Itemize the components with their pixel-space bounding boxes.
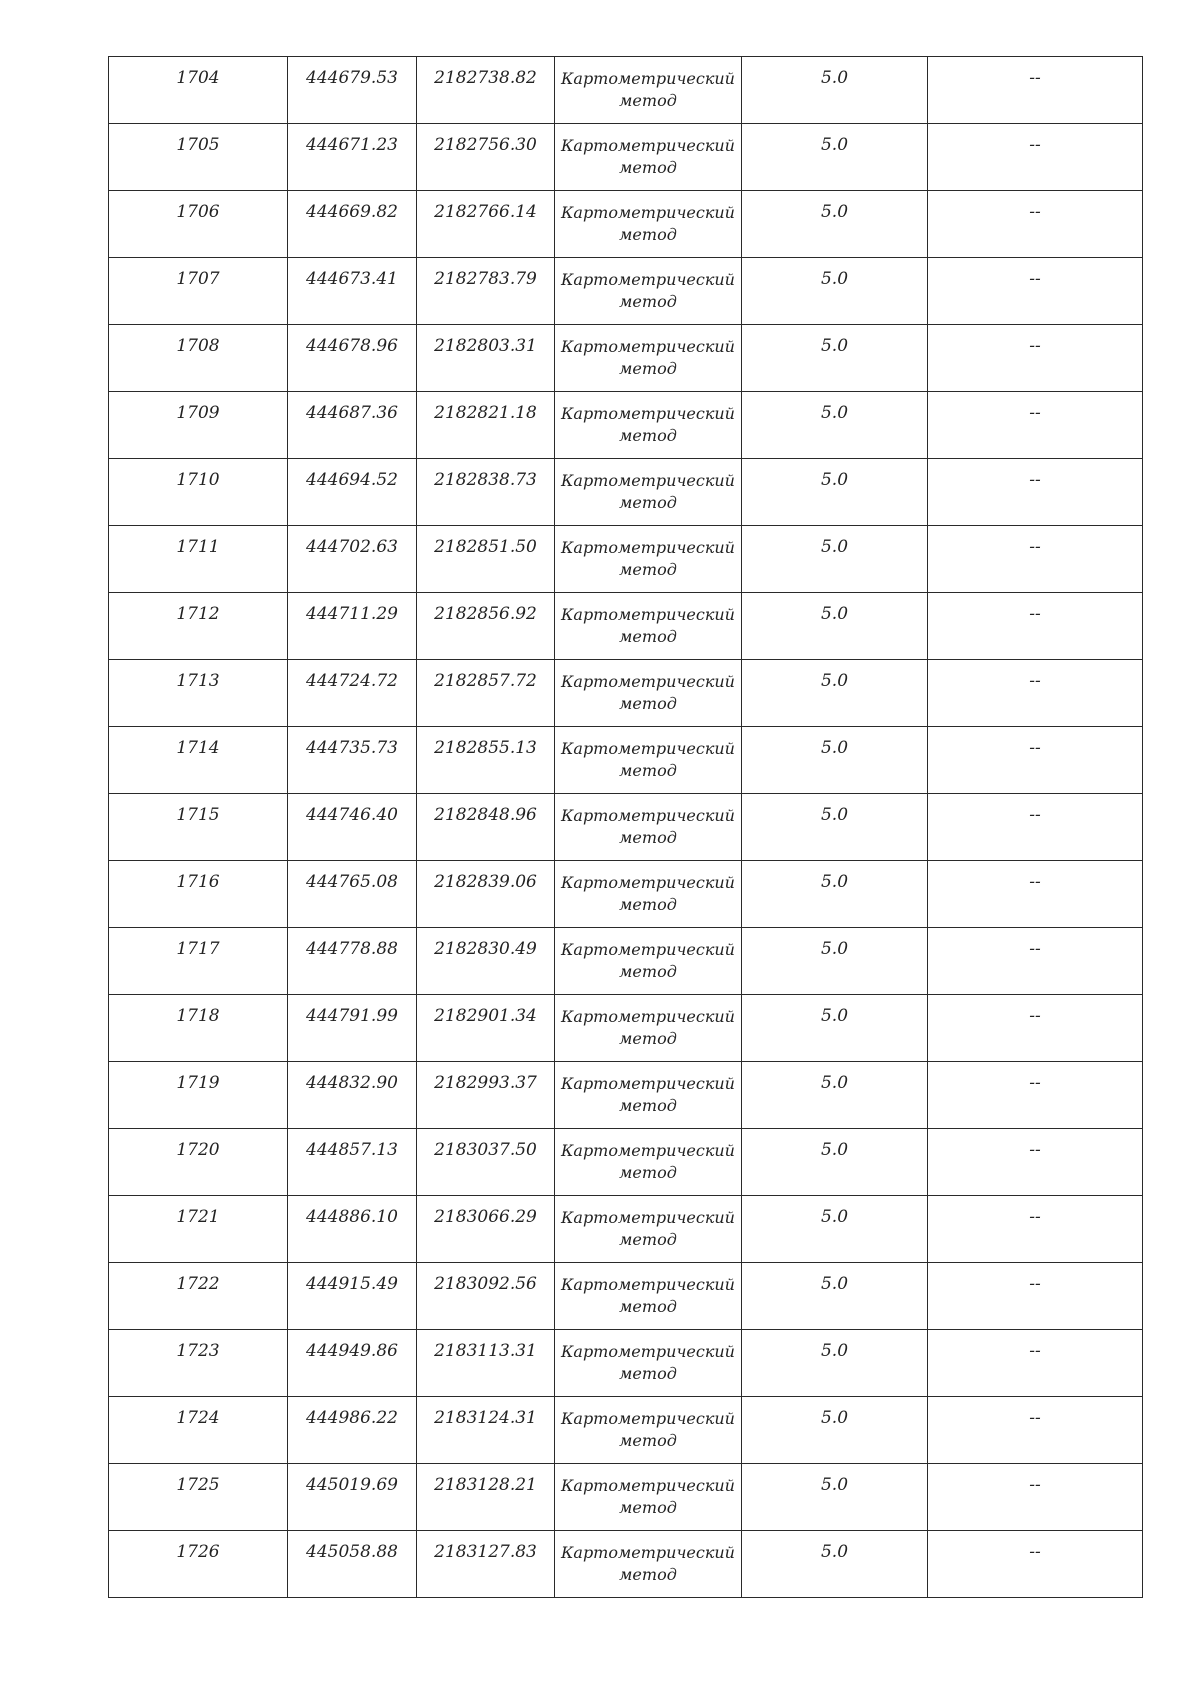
point-number-cell: 1717: [109, 928, 288, 995]
y-coordinate-cell: 2182857.72: [417, 660, 555, 727]
accuracy-cell: 5.0: [742, 526, 928, 593]
note-cell: --: [928, 727, 1143, 794]
accuracy-cell: 5.0: [742, 861, 928, 928]
note-cell: --: [928, 794, 1143, 861]
accuracy-cell: 5.0: [742, 1263, 928, 1330]
x-coordinate-cell: 444765.08: [288, 861, 417, 928]
point-number-cell: 1722: [109, 1263, 288, 1330]
table-row: [109, 995, 1143, 1062]
method-cell: Картометрический метод: [555, 593, 742, 660]
table-row: [109, 928, 1143, 995]
accuracy-cell: 5.0: [742, 928, 928, 995]
x-coordinate-cell: 445058.88: [288, 1531, 417, 1598]
table-row: [109, 1531, 1143, 1598]
y-coordinate-cell: 2182855.13: [417, 727, 555, 794]
y-coordinate-cell: 2183124.31: [417, 1397, 555, 1464]
method-cell: Картометрический метод: [555, 727, 742, 794]
point-number-cell: 1711: [109, 526, 288, 593]
accuracy-cell: 5.0: [742, 258, 928, 325]
method-cell: Картометрический метод: [555, 1062, 742, 1129]
y-coordinate-cell: 2182766.14: [417, 191, 555, 258]
method-cell: Картометрический метод: [555, 861, 742, 928]
y-coordinate-cell: 2183128.21: [417, 1464, 555, 1531]
y-coordinate-cell: 2182851.50: [417, 526, 555, 593]
accuracy-cell: 5.0: [742, 1397, 928, 1464]
y-coordinate-cell: 2182803.31: [417, 325, 555, 392]
point-number-cell: 1716: [109, 861, 288, 928]
coordinates-table-body: [109, 57, 1143, 1598]
method-cell: Картометрический метод: [555, 1196, 742, 1263]
table-row: [109, 325, 1143, 392]
accuracy-cell: 5.0: [742, 593, 928, 660]
accuracy-cell: 5.0: [742, 794, 928, 861]
method-cell: Картометрический метод: [555, 794, 742, 861]
table-row: [109, 593, 1143, 660]
method-cell: Картометрический метод: [555, 1531, 742, 1598]
x-coordinate-cell: 444735.73: [288, 727, 417, 794]
method-cell: Картометрический метод: [555, 526, 742, 593]
note-cell: --: [928, 1263, 1143, 1330]
note-cell: --: [928, 928, 1143, 995]
method-cell: Картометрический метод: [555, 1464, 742, 1531]
method-cell: Картометрический метод: [555, 57, 742, 124]
method-cell: Картометрический метод: [555, 1129, 742, 1196]
point-number-cell: 1707: [109, 258, 288, 325]
accuracy-cell: 5.0: [742, 1531, 928, 1598]
note-cell: --: [928, 191, 1143, 258]
point-number-cell: 1721: [109, 1196, 288, 1263]
x-coordinate-cell: 444671.23: [288, 124, 417, 191]
point-number-cell: 1706: [109, 191, 288, 258]
accuracy-cell: 5.0: [742, 124, 928, 191]
table-row: [109, 1330, 1143, 1397]
point-number-cell: 1723: [109, 1330, 288, 1397]
accuracy-cell: 5.0: [742, 1196, 928, 1263]
note-cell: --: [928, 1531, 1143, 1598]
point-number-cell: 1713: [109, 660, 288, 727]
note-cell: --: [928, 325, 1143, 392]
y-coordinate-cell: 2183037.50: [417, 1129, 555, 1196]
x-coordinate-cell: 445019.69: [288, 1464, 417, 1531]
table-row: [109, 861, 1143, 928]
point-number-cell: 1715: [109, 794, 288, 861]
note-cell: --: [928, 1330, 1143, 1397]
note-cell: --: [928, 124, 1143, 191]
y-coordinate-cell: 2182993.37: [417, 1062, 555, 1129]
table-row: [109, 660, 1143, 727]
x-coordinate-cell: 444711.29: [288, 593, 417, 660]
table-row: [109, 1263, 1143, 1330]
y-coordinate-cell: 2182838.73: [417, 459, 555, 526]
accuracy-cell: 5.0: [742, 1330, 928, 1397]
x-coordinate-cell: 444857.13: [288, 1129, 417, 1196]
accuracy-cell: 5.0: [742, 191, 928, 258]
y-coordinate-cell: 2182830.49: [417, 928, 555, 995]
note-cell: --: [928, 57, 1143, 124]
table-row: [109, 459, 1143, 526]
method-cell: Картометрический метод: [555, 392, 742, 459]
table-row: [109, 124, 1143, 191]
x-coordinate-cell: 444724.72: [288, 660, 417, 727]
point-number-cell: 1714: [109, 727, 288, 794]
method-cell: Картометрический метод: [555, 459, 742, 526]
method-cell: Картометрический метод: [555, 124, 742, 191]
y-coordinate-cell: 2182848.96: [417, 794, 555, 861]
point-number-cell: 1708: [109, 325, 288, 392]
y-coordinate-cell: 2182756.30: [417, 124, 555, 191]
note-cell: --: [928, 995, 1143, 1062]
x-coordinate-cell: 444669.82: [288, 191, 417, 258]
table-row: [109, 1196, 1143, 1263]
x-coordinate-cell: 444673.41: [288, 258, 417, 325]
method-cell: Картометрический метод: [555, 258, 742, 325]
method-cell: Картометрический метод: [555, 1397, 742, 1464]
note-cell: --: [928, 861, 1143, 928]
point-number-cell: 1704: [109, 57, 288, 124]
coordinates-table: [108, 56, 1143, 1598]
x-coordinate-cell: 444778.88: [288, 928, 417, 995]
method-cell: Картометрический метод: [555, 928, 742, 995]
method-cell: Картометрический метод: [555, 660, 742, 727]
accuracy-cell: 5.0: [742, 1129, 928, 1196]
note-cell: --: [928, 660, 1143, 727]
accuracy-cell: 5.0: [742, 727, 928, 794]
table-row: [109, 1129, 1143, 1196]
accuracy-cell: 5.0: [742, 995, 928, 1062]
point-number-cell: 1709: [109, 392, 288, 459]
x-coordinate-cell: 444832.90: [288, 1062, 417, 1129]
y-coordinate-cell: 2182901.34: [417, 995, 555, 1062]
table-row: [109, 1062, 1143, 1129]
accuracy-cell: 5.0: [742, 660, 928, 727]
accuracy-cell: 5.0: [742, 1062, 928, 1129]
x-coordinate-cell: 444679.53: [288, 57, 417, 124]
x-coordinate-cell: 444886.10: [288, 1196, 417, 1263]
x-coordinate-cell: 444949.86: [288, 1330, 417, 1397]
table-row: [109, 392, 1143, 459]
point-number-cell: 1712: [109, 593, 288, 660]
x-coordinate-cell: 444746.40: [288, 794, 417, 861]
point-number-cell: 1725: [109, 1464, 288, 1531]
x-coordinate-cell: 444678.96: [288, 325, 417, 392]
x-coordinate-cell: 444915.49: [288, 1263, 417, 1330]
table-row: [109, 191, 1143, 258]
table-row: [109, 57, 1143, 124]
accuracy-cell: 5.0: [742, 325, 928, 392]
x-coordinate-cell: 444986.22: [288, 1397, 417, 1464]
y-coordinate-cell: 2182783.79: [417, 258, 555, 325]
point-number-cell: 1710: [109, 459, 288, 526]
table-row: [109, 727, 1143, 794]
x-coordinate-cell: 444687.36: [288, 392, 417, 459]
note-cell: --: [928, 593, 1143, 660]
y-coordinate-cell: 2183066.29: [417, 1196, 555, 1263]
note-cell: --: [928, 258, 1143, 325]
accuracy-cell: 5.0: [742, 392, 928, 459]
note-cell: --: [928, 1062, 1143, 1129]
point-number-cell: 1719: [109, 1062, 288, 1129]
note-cell: --: [928, 1196, 1143, 1263]
x-coordinate-cell: 444702.63: [288, 526, 417, 593]
table-row: [109, 794, 1143, 861]
point-number-cell: 1726: [109, 1531, 288, 1598]
method-cell: Картометрический метод: [555, 1263, 742, 1330]
note-cell: --: [928, 526, 1143, 593]
y-coordinate-cell: 2182856.92: [417, 593, 555, 660]
accuracy-cell: 5.0: [742, 459, 928, 526]
note-cell: --: [928, 1397, 1143, 1464]
point-number-cell: 1724: [109, 1397, 288, 1464]
accuracy-cell: 5.0: [742, 1464, 928, 1531]
note-cell: --: [928, 1464, 1143, 1531]
point-number-cell: 1720: [109, 1129, 288, 1196]
note-cell: --: [928, 1129, 1143, 1196]
table-row: [109, 258, 1143, 325]
accuracy-cell: 5.0: [742, 57, 928, 124]
y-coordinate-cell: 2182738.82: [417, 57, 555, 124]
table-row: [109, 1397, 1143, 1464]
y-coordinate-cell: 2183127.83: [417, 1531, 555, 1598]
point-number-cell: 1718: [109, 995, 288, 1062]
x-coordinate-cell: 444694.52: [288, 459, 417, 526]
point-number-cell: 1705: [109, 124, 288, 191]
y-coordinate-cell: 2182839.06: [417, 861, 555, 928]
y-coordinate-cell: 2182821.18: [417, 392, 555, 459]
table-row: [109, 1464, 1143, 1531]
y-coordinate-cell: 2183092.56: [417, 1263, 555, 1330]
method-cell: Картометрический метод: [555, 1330, 742, 1397]
method-cell: Картометрический метод: [555, 325, 742, 392]
method-cell: Картометрический метод: [555, 995, 742, 1062]
x-coordinate-cell: 444791.99: [288, 995, 417, 1062]
note-cell: --: [928, 459, 1143, 526]
method-cell: Картометрический метод: [555, 191, 742, 258]
y-coordinate-cell: 2183113.31: [417, 1330, 555, 1397]
note-cell: --: [928, 392, 1143, 459]
table-row: [109, 526, 1143, 593]
